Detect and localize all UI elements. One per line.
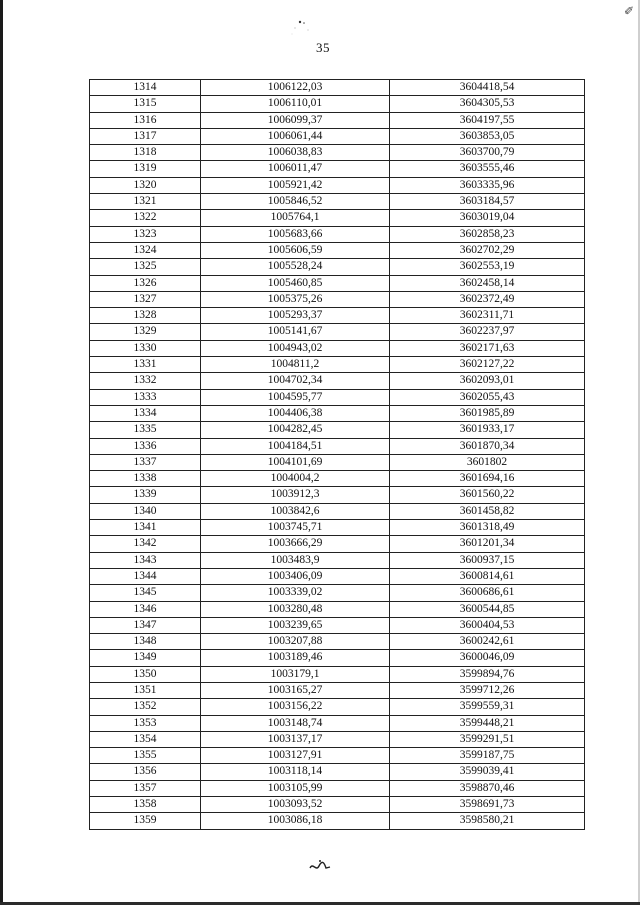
x-coordinate-cell: 1006099,37	[201, 112, 390, 128]
y-coordinate-cell: 3600814,61	[390, 568, 585, 584]
y-coordinate-cell: 3602237,97	[390, 324, 585, 340]
y-coordinate-cell: 3599039,41	[390, 764, 585, 780]
point-number-cell: 1328	[90, 308, 201, 324]
y-coordinate-cell: 3603019,04	[390, 210, 585, 226]
table-row	[90, 112, 585, 128]
x-coordinate-cell: 1003179,1	[201, 666, 390, 682]
x-coordinate-cell: 1003189,46	[201, 650, 390, 666]
y-coordinate-cell: 3602093,01	[390, 373, 585, 389]
y-coordinate-cell: 3604418,54	[390, 80, 585, 96]
x-coordinate-cell: 1004943,02	[201, 340, 390, 356]
table-row	[90, 813, 585, 829]
table-row	[90, 291, 585, 307]
y-coordinate-cell: 3602055,43	[390, 389, 585, 405]
x-coordinate-cell: 1003912,3	[201, 487, 390, 503]
coordinate-table-body	[90, 80, 585, 830]
y-coordinate-cell: 3601870,34	[390, 438, 585, 454]
y-coordinate-cell: 3602372,49	[390, 291, 585, 307]
y-coordinate-cell: 3599712,26	[390, 682, 585, 698]
point-number-cell: 1318	[90, 145, 201, 161]
y-coordinate-cell: 3600937,15	[390, 552, 585, 568]
table-row	[90, 634, 585, 650]
x-coordinate-cell: 1005683,66	[201, 226, 390, 242]
point-number-cell: 1334	[90, 405, 201, 421]
y-coordinate-cell: 3601318,49	[390, 520, 585, 536]
table-row	[90, 340, 585, 356]
point-number-cell: 1329	[90, 324, 201, 340]
point-number-cell: 1352	[90, 699, 201, 715]
x-coordinate-cell: 1003339,02	[201, 585, 390, 601]
table-row	[90, 324, 585, 340]
x-coordinate-cell: 1005606,59	[201, 242, 390, 258]
point-number-cell: 1333	[90, 389, 201, 405]
table-row	[90, 552, 585, 568]
point-number-cell: 1353	[90, 715, 201, 731]
point-number-cell: 1323	[90, 226, 201, 242]
y-coordinate-cell: 3599894,76	[390, 666, 585, 682]
x-coordinate-cell: 1004406,38	[201, 405, 390, 421]
table-row	[90, 389, 585, 405]
table-row	[90, 161, 585, 177]
table-row	[90, 699, 585, 715]
point-number-cell: 1357	[90, 780, 201, 796]
x-coordinate-cell: 1004184,51	[201, 438, 390, 454]
y-coordinate-cell: 3600544,85	[390, 601, 585, 617]
point-number-cell: 1355	[90, 748, 201, 764]
point-number-cell: 1327	[90, 291, 201, 307]
scan-left-border	[0, 0, 3, 905]
y-coordinate-cell: 3600242,61	[390, 634, 585, 650]
table-row	[90, 585, 585, 601]
point-number-cell: 1315	[90, 96, 201, 112]
y-coordinate-cell: 3600404,53	[390, 617, 585, 633]
x-coordinate-cell: 1003148,74	[201, 715, 390, 731]
point-number-cell: 1350	[90, 666, 201, 682]
y-coordinate-cell: 3604305,53	[390, 96, 585, 112]
x-coordinate-cell: 1003842,6	[201, 503, 390, 519]
y-coordinate-cell: 3601201,34	[390, 536, 585, 552]
point-number-cell: 1351	[90, 682, 201, 698]
y-coordinate-cell: 3602458,14	[390, 275, 585, 291]
point-number-cell: 1356	[90, 764, 201, 780]
x-coordinate-cell: 1005921,42	[201, 177, 390, 193]
y-coordinate-cell: 3600046,09	[390, 650, 585, 666]
x-coordinate-cell: 1003156,22	[201, 699, 390, 715]
y-coordinate-cell: 3602311,71	[390, 308, 585, 324]
table-row	[90, 666, 585, 682]
x-coordinate-cell: 1003086,18	[201, 813, 390, 829]
table-row	[90, 454, 585, 470]
point-number-cell: 1316	[90, 112, 201, 128]
x-coordinate-cell: 1003483,9	[201, 552, 390, 568]
x-coordinate-cell: 1003239,65	[201, 617, 390, 633]
x-coordinate-cell: 1005293,37	[201, 308, 390, 324]
point-number-cell: 1320	[90, 177, 201, 193]
x-coordinate-cell: 1004282,45	[201, 422, 390, 438]
x-coordinate-cell: 1005846,52	[201, 194, 390, 210]
y-coordinate-cell: 3599448,21	[390, 715, 585, 731]
y-coordinate-cell: 3602127,22	[390, 357, 585, 373]
y-coordinate-cell: 3601458,82	[390, 503, 585, 519]
x-coordinate-cell: 1006122,03	[201, 80, 390, 96]
table-row	[90, 177, 585, 193]
x-coordinate-cell: 1004595,77	[201, 389, 390, 405]
y-coordinate-cell: 3602553,19	[390, 259, 585, 275]
table-row	[90, 617, 585, 633]
table-row	[90, 715, 585, 731]
y-coordinate-cell: 3603700,79	[390, 145, 585, 161]
x-coordinate-cell: 1004004,2	[201, 471, 390, 487]
x-coordinate-cell: 1005375,26	[201, 291, 390, 307]
x-coordinate-cell: 1004101,69	[201, 454, 390, 470]
table-row	[90, 682, 585, 698]
point-number-cell: 1322	[90, 210, 201, 226]
x-coordinate-cell: 1005764,1	[201, 210, 390, 226]
point-number-cell: 1335	[90, 422, 201, 438]
x-coordinate-cell: 1003207,88	[201, 634, 390, 650]
point-number-cell: 1337	[90, 454, 201, 470]
y-coordinate-cell: 3602702,29	[390, 242, 585, 258]
table-row	[90, 80, 585, 96]
table-row	[90, 128, 585, 144]
point-number-cell: 1332	[90, 373, 201, 389]
table-row	[90, 145, 585, 161]
point-number-cell: 1347	[90, 617, 201, 633]
point-number-cell: 1346	[90, 601, 201, 617]
table-row	[90, 797, 585, 813]
x-coordinate-cell: 1003093,52	[201, 797, 390, 813]
point-number-cell: 1326	[90, 275, 201, 291]
y-coordinate-cell: 3598691,73	[390, 797, 585, 813]
y-coordinate-cell: 3603184,57	[390, 194, 585, 210]
point-number-cell: 1339	[90, 487, 201, 503]
x-coordinate-cell: 1004702,34	[201, 373, 390, 389]
y-coordinate-cell: 3601802	[390, 454, 585, 470]
x-coordinate-cell: 1003137,17	[201, 731, 390, 747]
y-coordinate-cell: 3604197,55	[390, 112, 585, 128]
table-row	[90, 780, 585, 796]
y-coordinate-cell: 3599559,31	[390, 699, 585, 715]
table-row	[90, 650, 585, 666]
x-coordinate-cell: 1006061,44	[201, 128, 390, 144]
point-number-cell: 1330	[90, 340, 201, 356]
x-coordinate-cell: 1006011,47	[201, 161, 390, 177]
x-coordinate-cell: 1003118,14	[201, 764, 390, 780]
table-row	[90, 422, 585, 438]
table-row	[90, 275, 585, 291]
table-row	[90, 194, 585, 210]
point-number-cell: 1325	[90, 259, 201, 275]
table-row	[90, 471, 585, 487]
y-coordinate-cell: 3599291,51	[390, 731, 585, 747]
page-number: 35	[316, 40, 330, 55]
point-number-cell: 1349	[90, 650, 201, 666]
point-number-cell: 1342	[90, 536, 201, 552]
y-coordinate-cell: 3598580,21	[390, 813, 585, 829]
table-row	[90, 357, 585, 373]
y-coordinate-cell: 3603853,05	[390, 128, 585, 144]
point-number-cell: 1343	[90, 552, 201, 568]
table-row	[90, 748, 585, 764]
point-number-cell: 1348	[90, 634, 201, 650]
y-coordinate-cell: 3599187,75	[390, 748, 585, 764]
x-coordinate-cell: 1003165,27	[201, 682, 390, 698]
table-row	[90, 503, 585, 519]
x-coordinate-cell: 1005528,24	[201, 259, 390, 275]
table-row	[90, 226, 585, 242]
point-number-cell: 1354	[90, 731, 201, 747]
point-number-cell: 1340	[90, 503, 201, 519]
x-coordinate-cell: 1004811,2	[201, 357, 390, 373]
table-row	[90, 308, 585, 324]
y-coordinate-cell: 3598870,46	[390, 780, 585, 796]
x-coordinate-cell: 1006110,01	[201, 96, 390, 112]
table-row	[90, 373, 585, 389]
y-coordinate-cell: 3602858,23	[390, 226, 585, 242]
point-number-cell: 1358	[90, 797, 201, 813]
table-row	[90, 405, 585, 421]
y-coordinate-cell: 3602171,63	[390, 340, 585, 356]
point-number-cell: 1338	[90, 471, 201, 487]
y-coordinate-cell: 3601694,16	[390, 471, 585, 487]
table-row	[90, 601, 585, 617]
point-number-cell: 1319	[90, 161, 201, 177]
x-coordinate-cell: 1003666,29	[201, 536, 390, 552]
y-coordinate-cell: 3601560,22	[390, 487, 585, 503]
x-coordinate-cell: 1003127,91	[201, 748, 390, 764]
table-row	[90, 731, 585, 747]
table-row	[90, 242, 585, 258]
x-coordinate-cell: 1003745,71	[201, 520, 390, 536]
point-number-cell: 1336	[90, 438, 201, 454]
table-row	[90, 520, 585, 536]
table-row	[90, 438, 585, 454]
x-coordinate-cell: 1003105,99	[201, 780, 390, 796]
table-row	[90, 259, 585, 275]
point-number-cell: 1341	[90, 520, 201, 536]
x-coordinate-cell: 1003406,09	[201, 568, 390, 584]
table-row	[90, 210, 585, 226]
y-coordinate-cell: 3600686,61	[390, 585, 585, 601]
point-number-cell: 1324	[90, 242, 201, 258]
x-coordinate-cell: 1003280,48	[201, 601, 390, 617]
x-coordinate-cell: 1005141,67	[201, 324, 390, 340]
point-number-cell: 1359	[90, 813, 201, 829]
point-number-cell: 1344	[90, 568, 201, 584]
point-number-cell: 1314	[90, 80, 201, 96]
x-coordinate-cell: 1005460,85	[201, 275, 390, 291]
x-coordinate-cell: 1006038,83	[201, 145, 390, 161]
y-coordinate-cell: 3603335,96	[390, 177, 585, 193]
y-coordinate-cell: 3601985,89	[390, 405, 585, 421]
point-number-cell: 1321	[90, 194, 201, 210]
corner-fold-icon: ✐	[623, 4, 634, 18]
table-row	[90, 764, 585, 780]
table-row	[90, 487, 585, 503]
table-row	[90, 568, 585, 584]
scan-noise-mark	[286, 16, 316, 38]
footer-signature-mark	[308, 858, 332, 874]
y-coordinate-cell: 3601933,17	[390, 422, 585, 438]
point-number-cell: 1317	[90, 128, 201, 144]
table-row	[90, 536, 585, 552]
coordinate-table	[89, 79, 585, 830]
point-number-cell: 1331	[90, 357, 201, 373]
point-number-cell: 1345	[90, 585, 201, 601]
table-row	[90, 96, 585, 112]
y-coordinate-cell: 3603555,46	[390, 161, 585, 177]
